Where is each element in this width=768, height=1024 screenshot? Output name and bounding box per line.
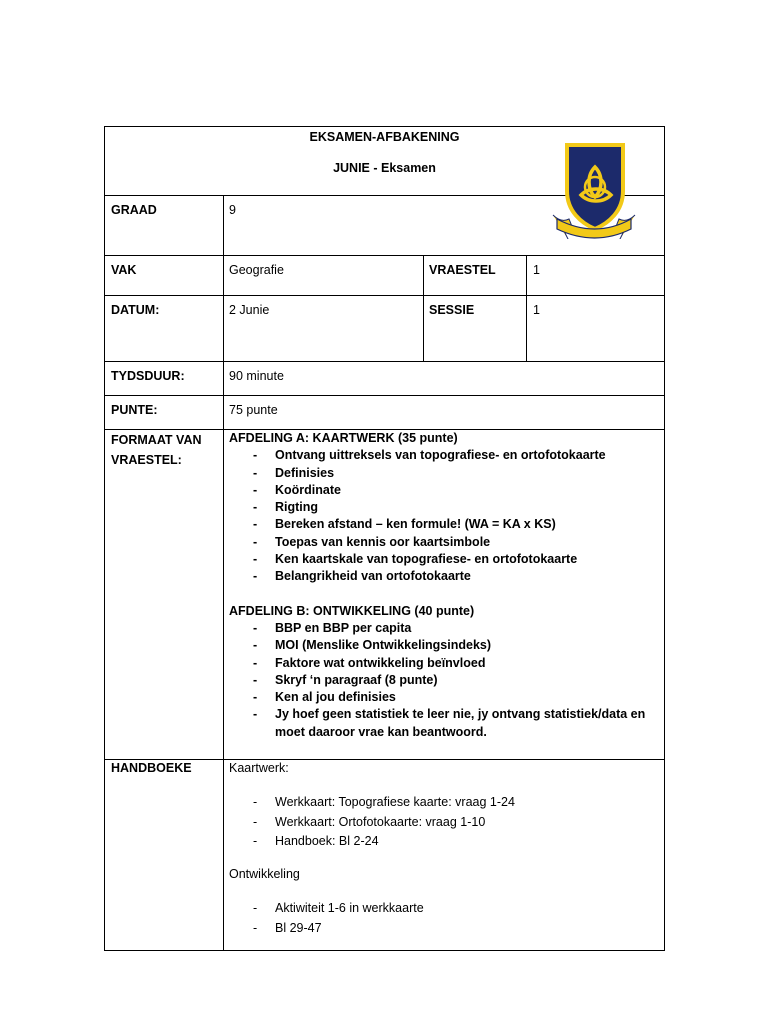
marks-row xyxy=(105,396,664,430)
format-content xyxy=(229,430,649,741)
format-label-line1: FORMAAT VAN xyxy=(111,433,202,447)
list-item: - Aktiwiteit 1-6 in werkkaarte xyxy=(229,899,649,919)
document-subtitle: JUNIE - Eksamen xyxy=(333,161,436,175)
column-divider xyxy=(423,256,424,362)
map-work-heading: Kaartwerk: xyxy=(229,761,289,775)
list-item: - Toepas van kennis oor kaartsimbole xyxy=(229,534,649,551)
development-list xyxy=(229,899,649,938)
header-row xyxy=(105,127,664,196)
list-item: - Bereken afstand – ken formule! (WA = KA x KS) xyxy=(229,516,649,533)
subject-value: Geografie xyxy=(229,263,284,277)
map-work-list xyxy=(229,793,649,852)
column-divider xyxy=(526,256,527,362)
paper-value: 1 xyxy=(533,263,540,277)
grade-row xyxy=(105,196,664,256)
list-item: - Werkkaart: Topografiese kaarte: vraag 1-24 xyxy=(229,793,649,813)
list-item: - Faktore wat ontwikkeling beïnvloed xyxy=(229,655,649,672)
document-title: EKSAMEN-AFBAKENING xyxy=(309,130,460,144)
list-item: - Ken kaartskale van topografiese- en ortofotokaarte xyxy=(229,551,649,568)
list-item: - Bl 29-47 xyxy=(229,919,649,939)
marks-value: 75 punte xyxy=(229,403,278,417)
textbooks-label: HANDBOEKE xyxy=(111,761,192,775)
textbooks-content xyxy=(229,760,649,938)
exam-scope-table xyxy=(105,127,664,950)
list-item: - Definisies xyxy=(229,465,649,482)
list-item: - Handboek: Bl 2-24 xyxy=(229,832,649,852)
grade-label: GRAAD xyxy=(111,203,157,217)
list-item: - Ken al jou definisies xyxy=(229,689,649,706)
textbooks-row xyxy=(105,760,664,950)
date-row xyxy=(105,296,664,362)
section-a-heading: AFDELING A: KAARTWERK (35 punte) xyxy=(229,431,458,445)
list-item: - Jy hoef geen statistiek te leer nie, jy ontvang statistiek/data en moet daaroor vrae kan beantwoord. xyxy=(229,706,649,741)
list-item: - BBP en BBP per capita xyxy=(229,620,649,637)
duration-value: 90 minute xyxy=(229,369,284,383)
format-row xyxy=(105,430,664,760)
subject-label: VAK xyxy=(111,263,137,277)
duration-row xyxy=(105,362,664,396)
list-item: - Skryf ‘n paragraaf (8 punte) xyxy=(229,672,649,689)
marks-label: PUNTE: xyxy=(111,403,158,417)
list-item: - MOI (Menslike Ontwikkelingsindeks) xyxy=(229,637,649,654)
section-a-list xyxy=(229,447,649,585)
column-divider xyxy=(223,196,224,950)
section-b-list xyxy=(229,620,649,741)
development-heading: Ontwikkeling xyxy=(229,866,300,881)
format-label xyxy=(111,430,202,470)
list-item: - Ontvang uittreksels van topografiese- en ortofotokaarte xyxy=(229,447,649,464)
session-label: SESSIE xyxy=(429,303,475,317)
date-value: 2 Junie xyxy=(229,303,270,317)
grade-value: 9 xyxy=(229,203,236,217)
list-item: - Rigting xyxy=(229,499,649,516)
list-item: - Werkkaart: Ortofotokaarte: vraag 1-10 xyxy=(229,813,649,833)
list-item: - Belangrikheid van ortofotokaarte xyxy=(229,568,649,585)
format-label-line2: VRAESTEL: xyxy=(111,453,182,467)
subject-row xyxy=(105,256,664,296)
date-label: DATUM: xyxy=(111,303,160,317)
session-value: 1 xyxy=(533,303,540,317)
section-b-heading: AFDELING B: ONTWIKKELING (40 punte) xyxy=(229,603,475,618)
list-item: - Koördinate xyxy=(229,482,649,499)
paper-label: VRAESTEL xyxy=(429,263,496,277)
duration-label: TYDSDUUR: xyxy=(111,369,185,383)
